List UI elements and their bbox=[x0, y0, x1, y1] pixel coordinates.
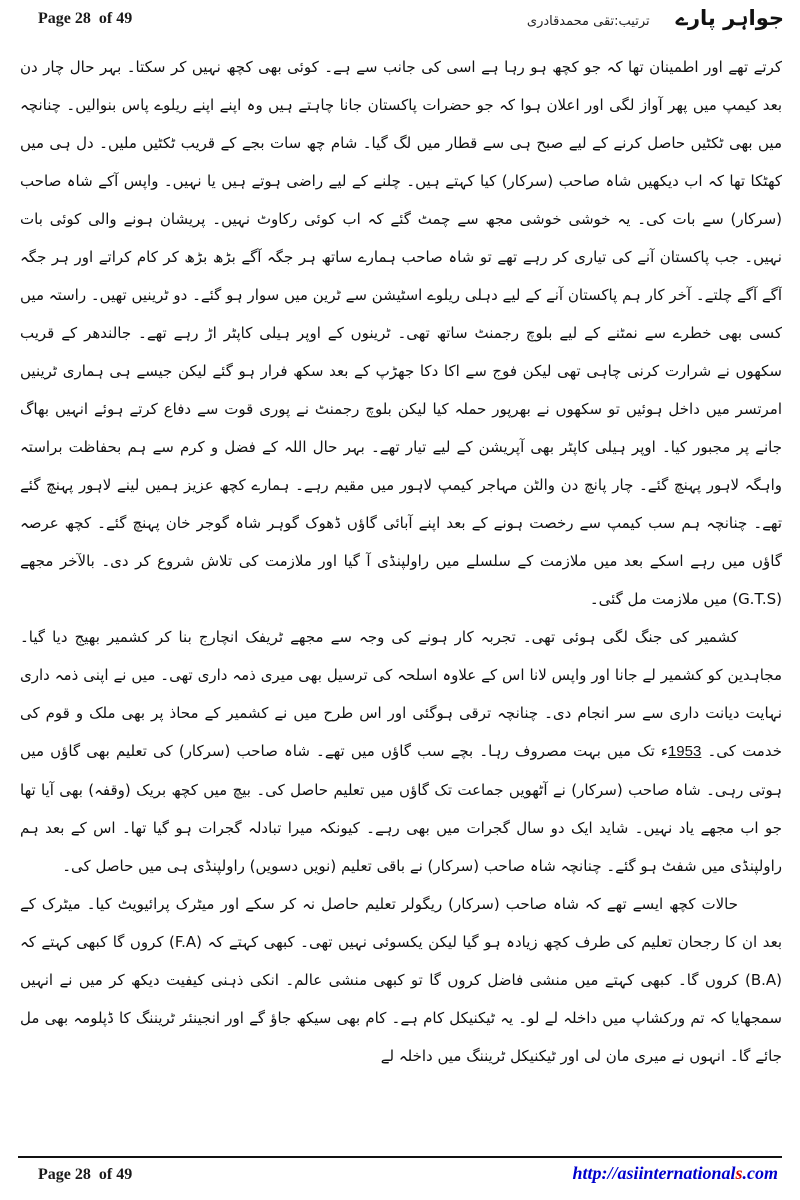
paragraph-3-text: حالات کچھ ایسے تھے کہ شاہ صاحب (سرکار) ریگولر تعلیم حاصل نہ کر سکے اور میٹرک پرائیویٹ کیا۔ میٹرک کے بعد ان کا رجحان تعلیم کی طرف کچھ زیادہ ہو گیا لیکن یکسوئی نہیں تھی۔ کبھی کہتے کہ (F.A) کروں گا کبھی کہتے کہ (B.A) کروں گا۔ کبھی کہتے میں منشی فاضل کروں گا تو کبھی منشی عالم۔ انکی ذہنی کیفیت دیکھ کر میں نے انہیں سمجھایا کہ تم ورکشاپ میں داخلہ لے لو۔ یہ ٹیکنیکل کام ہے۔ کام بھی سیکھ جاؤ گے اور انجینئر ٹریننگ کا ڈپلومہ بھی مل جائے گا۔ انہوں نے میری مان لی اور ٹیکنیکل ٹریننگ میں داخلہ لے bbox=[20, 895, 782, 1065]
footer-divider bbox=[18, 1156, 782, 1158]
footer-row bbox=[18, 1162, 782, 1184]
page-footer bbox=[18, 1156, 782, 1184]
website-link-red-s[interactable]: s bbox=[735, 1163, 743, 1183]
document-body bbox=[20, 48, 782, 1145]
paragraph-2-text-after-year: ء تک میں بہت مصروف رہا۔ بچے سب گاؤں میں تھے۔ شاہ صاحب (سرکار) کی تعلیم بھی گاؤں میں ہوتی رہی۔ شاہ صاحب (سرکار) نے آٹھویں جماعت تک گاؤں میں تعلیم حاصل کی۔ بیچ میں کچھ بریک (وقفہ) بھی آیا تھا جو اب مجھے یاد نہیں۔ شاید ایک دو سال گجرات میں بھی رہے۔ کیونکہ میرا تبادلہ گجرات ہو گیا تھا۔ اس کے بعد ہم راولپنڈی میں شفٹ ہو گئے۔ چنانچہ شاہ صاحب (سرکار) نے باقی تعلیم (نویں دسویں) راولپنڈی ہی میں حاصل کی۔ bbox=[20, 742, 782, 875]
paragraph-2-text-before-year: کشمیر کی جنگ لگی ہوئی تھی۔ تجربہ کار ہونے کی وجہ سے مجھے ٹریفک انچارج بنا کر کشمیر بھیج دیا گیا۔ مجاہدین کو کشمیر لے جانا اور واپس لانا اس کے علاوہ اسلحہ کی ترسیل بھی میری ذمہ داری تھی۔ میں نے اپنی ذمہ داری نہایت دیانت داری سے سر انجام دی۔ چنانچہ ترقی ہوگئی اور اس طرح میں نے کشمیر کے محاذ پر بھی ملک و قوم کی خدمت کی۔ bbox=[20, 628, 782, 760]
underlined-year-1953: 1953 bbox=[667, 743, 702, 760]
paragraph-1 bbox=[20, 48, 782, 618]
page-header bbox=[38, 6, 784, 30]
paragraph-3 bbox=[20, 885, 782, 1075]
book-title: جواہر پارے bbox=[675, 6, 784, 30]
website-link[interactable] bbox=[572, 1163, 778, 1184]
website-link-tld[interactable]: .com bbox=[742, 1163, 778, 1183]
paragraph-1-text: کرتے تھے اور اطمینان تھا کہ جو کچھ ہو رہا ہے اسی کی جانب سے ہے۔ کوئی بھی کچھ نہیں کر سکتا۔ بہر حال چار دن بعد کیمپ میں پھر آواز لگی اور اعلان ہوا کہ جو حضرات پاکستان جانا چاہتے ہیں وہ اپنے اپنے ریلوے پاس بنوالیں۔ چنانچہ میں بھی ٹکٹیں حاصل کرنے کے لیے صبح ہی سے قطار میں لگ گیا۔ شام چھ سات بجے کے قریب ٹکٹیں ملیں۔ دل ہی میں کھٹکا تھا کہ اب دیکھیں شاہ صاحب (سرکار) کیا کہتے ہیں۔ چلنے کے لیے راضی ہوتے ہیں یا نہیں۔ واپس آکے شاہ صاحب (سرکار) سے بات کی۔ یہ خوشی خوشی مجھ سے چمٹ گئے کہ اب کوئی رکاوٹ نہیں۔ پریشان ہونے والی کوئی بات نہیں۔ جب پاکستان آنے کی تیاری کر رہے تھے تو شاہ صاحب ہمارے ساتھ ہر جگہ آگے بڑھ بڑھ کر کام کراتے اور ہر جگہ آگے آگے چلتے۔ آخر کار ہم پاکستان آنے کے لیے دہلی ریلوے اسٹیشن سے ٹرین میں سوار ہو گئے۔ دو ٹرینیں تھیں۔ راستہ میں کسی بھی خطرے سے نمٹنے کے لیے بلوچ رجمنٹ ساتھ تھی۔ ٹرینوں کے اوپر ہیلی کاپٹر اڑ رہے تھے۔ جالندھر کے قریب سکھوں نے شرارت کرنی چاہی تھی لیکن فوج سے اکا دکا جھڑپ کے بعد سکھ فرار ہو گئے لیکن جیسے ہی ہماری ٹرینیں امرتسر میں داخل ہوئیں تو سکھوں نے بھرپور حملہ کیا لیکن بلوچ رجمنٹ نے پوری قوت سے دفاع کرتے ہوئے انہیں بھاگ جانے پر مجبور کیا۔ اوپر ہیلی کاپٹر بھی آپریشن کے لیے تیار تھے۔ بہر حال اللہ کے فضل و کرم سے ہم بحفاظت براستہ واہگہ لاہور پہنچ گئے۔ چار پانچ دن والٹن مہاجر کیمپ لاہور میں مقیم رہے۔ ہمارے کچھ عزیز ہمیں لینے لاہور پہنچ گئے تھے۔ چنانچہ ہم سب کیمپ سے رخصت ہونے کے بعد اپنے آبائی گاؤں ڈھوک گوہر شاہ گوجر خان پہنچ گئے۔ کچھ عرصہ گاؤں میں رہے اسکے بعد میں ملازمت کے سلسلے میں راولپنڈی آ گیا اور ملازمت کی تلاش شروع کر دی۔ بالآخر مجھے (G.T.S) میں ملازمت مل گئی۔ bbox=[20, 58, 782, 608]
page-number-top: Page 28 of 49 bbox=[38, 10, 133, 27]
compiler-credit: ترتیب:تقی محمدقادری bbox=[526, 14, 650, 29]
page-number-bottom: Page 28 of 49 bbox=[38, 1166, 133, 1183]
paragraph-2 bbox=[20, 618, 782, 885]
website-link-main[interactable]: http://asiinternational bbox=[572, 1163, 736, 1183]
header-title-block bbox=[527, 6, 784, 30]
